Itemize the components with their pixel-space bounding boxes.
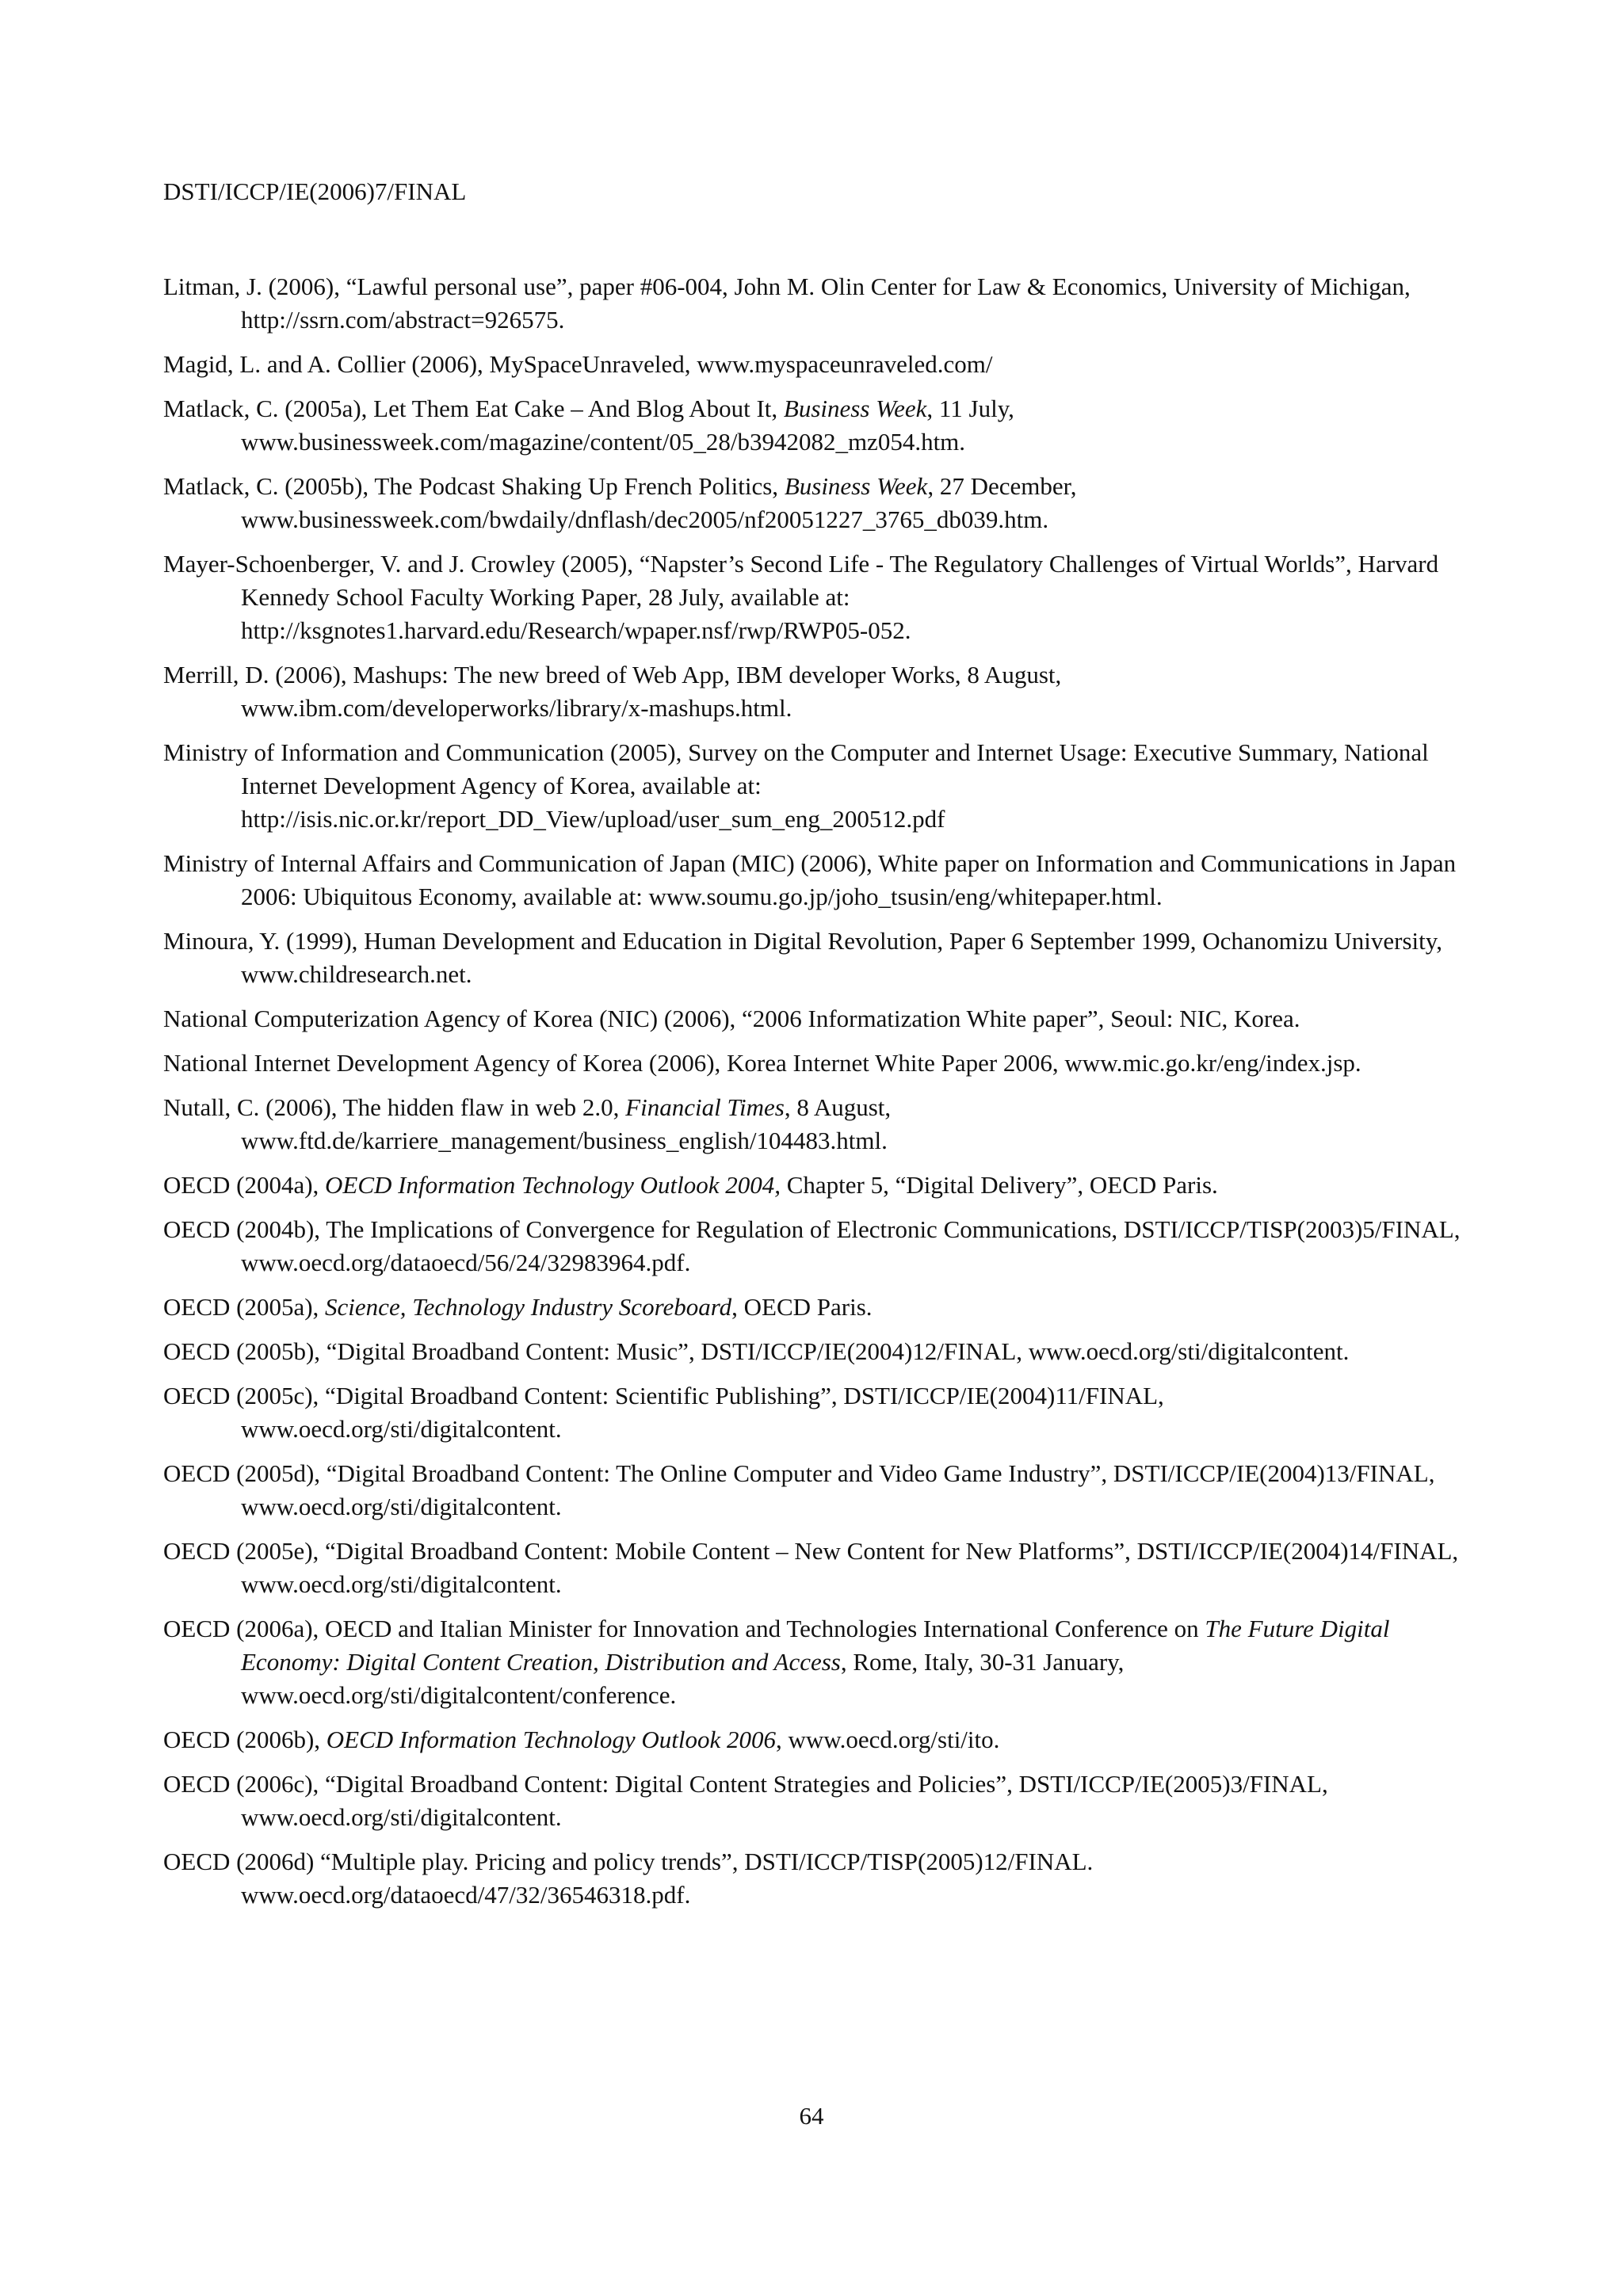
reference-title-italic: Financial Times bbox=[625, 1093, 785, 1121]
reference-entry bbox=[163, 1845, 1471, 1912]
reference-entry bbox=[163, 1213, 1471, 1280]
reference-entry bbox=[163, 736, 1471, 836]
reference-text: Matlack, C. (2005a), Let Them Eat Cake – And Blog About It, bbox=[163, 395, 784, 422]
reference-entry bbox=[163, 1457, 1471, 1524]
reference-entry bbox=[163, 847, 1471, 913]
reference-entry bbox=[163, 1047, 1471, 1080]
reference-entry bbox=[163, 1768, 1471, 1834]
reference-text: Merrill, D. (2006), Mashups: The new breed of Web App, IBM developer Works, 8 August, www.ibm.com/developerworks/library/x-mashups.html. bbox=[163, 661, 1062, 722]
reference-entry bbox=[163, 1002, 1471, 1035]
reference-title-italic: Business Week bbox=[783, 395, 927, 422]
reference-entry bbox=[163, 658, 1471, 725]
reference-text: National Internet Development Agency of Korea (2006), Korea Internet White Paper 2006, www.mic.go.kr/eng/index.jsp. bbox=[163, 1049, 1361, 1077]
reference-text: Mayer-Schoenberger, V. and J. Crowley (2005), “Napster’s Second Life - The Regulatory Challenges of Virtual Worlds”, Harvard Kennedy School Faculty Working Paper, 28 July, available at: http://ksgnotes1.harvard.edu/Research/wpaper.nsf/rwp/RWP05-052. bbox=[163, 550, 1439, 644]
reference-entry bbox=[163, 1335, 1471, 1368]
reference-entry bbox=[163, 547, 1471, 647]
page-number: 64 bbox=[799, 2102, 824, 2130]
reference-text: Litman, J. (2006), “Lawful personal use”, paper #06-004, John M. Olin Center for Law & Economics, University of Michigan, http://ssrn.com/abstract=926575. bbox=[163, 273, 1411, 334]
reference-text: Magid, L. and A. Collier (2006), MySpaceUnraveled, www.myspaceunraveled.com/ bbox=[163, 350, 993, 378]
reference-text: National Computerization Agency of Korea (NIC) (2006), “2006 Informatization White paper”, Seoul: NIC, Korea. bbox=[163, 1005, 1300, 1032]
reference-text: OECD (2005e), “Digital Broadband Content: Mobile Content – New Content for New Platforms”, DSTI/ICCP/IE(2004)14/FINAL, www.oecd.org/sti/digitalcontent. bbox=[163, 1537, 1459, 1598]
reference-text: OECD (2005b), “Digital Broadband Content: Music”, DSTI/ICCP/IE(2004)12/FINAL, www.oecd.org/sti/digitalcontent. bbox=[163, 1337, 1350, 1365]
reference-entry bbox=[163, 1535, 1471, 1601]
reference-text: , Rome, Italy, 30-31 January, www.oecd.org/sti/digitalcontent/conference. bbox=[241, 1648, 1125, 1709]
reference-text: OECD (2005a), bbox=[163, 1293, 326, 1321]
reference-list bbox=[163, 270, 1471, 1923]
reference-text: , www.oecd.org/sti/ito. bbox=[775, 1726, 1000, 1753]
reference-text: OECD (2006a), OECD and Italian Minister for Innovation and Technologies International Conference on bbox=[163, 1615, 1205, 1642]
reference-entry bbox=[163, 348, 1471, 381]
reference-text: Chapter 5, “Digital Delivery”, OECD Paris. bbox=[780, 1171, 1218, 1199]
reference-text: , 11 July, www.businessweek.com/magazine/content/05_28/b3942082_mz054.htm. bbox=[241, 395, 1014, 456]
reference-entry bbox=[163, 1091, 1471, 1158]
reference-text: OECD (2006b), bbox=[163, 1726, 327, 1753]
reference-entry bbox=[163, 1723, 1471, 1756]
reference-title-italic: The Future Digital Economy: Digital Content Creation, Distribution and Access bbox=[241, 1615, 1390, 1676]
reference-text: , OECD Paris. bbox=[731, 1293, 873, 1321]
reference-text: Minoura, Y. (1999), Human Development and Education in Digital Revolution, Paper 6 September 1999, Ochanomizu University, www.childresearch.net. bbox=[163, 927, 1442, 988]
reference-title-italic: OECD Information Technology Outlook 2006 bbox=[326, 1726, 776, 1753]
reference-entry bbox=[163, 270, 1471, 337]
reference-text: OECD (2004a), bbox=[163, 1171, 326, 1199]
reference-entry bbox=[163, 1169, 1471, 1202]
reference-title-italic: OECD Information Technology Outlook 2004, bbox=[325, 1171, 781, 1199]
reference-text: Ministry of Internal Affairs and Communication of Japan (MIC) (2006), White paper on Information and Communications in Japan 2006: Ubiquitous Economy, available at: www.soumu.go.jp/joho_tsusin/eng/whitepaper.html. bbox=[163, 849, 1457, 910]
reference-entry bbox=[163, 1291, 1471, 1324]
reference-title-italic: Business Week bbox=[784, 472, 928, 500]
reference-text: Ministry of Information and Communication (2005), Survey on the Computer and Internet Usage: Executive Summary, National Internet Development Agency of Korea, available at: http://isis.nic.or.kr/report_DD_View/upload/user_sum_eng_200512.pdf bbox=[163, 738, 1429, 833]
reference-entry bbox=[163, 1379, 1471, 1446]
reference-entry bbox=[163, 470, 1471, 536]
reference-text: , 27 December, www.businessweek.com/bwdaily/dnflash/dec2005/nf20051227_3765_db039.htm. bbox=[241, 472, 1077, 533]
reference-text: Nutall, C. (2006), The hidden flaw in web 2.0, bbox=[163, 1093, 626, 1121]
reference-entry bbox=[163, 1612, 1471, 1712]
reference-entry bbox=[163, 392, 1471, 459]
reference-text: Matlack, C. (2005b), The Podcast Shaking Up French Politics, bbox=[163, 472, 785, 500]
reference-title-italic: Science, Technology Industry Scoreboard bbox=[325, 1293, 732, 1321]
reference-text: OECD (2004b), The Implications of Convergence for Regulation of Electronic Communications, DSTI/ICCP/TISP(2003)5/FINAL, www.oecd.org/dataoecd/56/24/32983964.pdf. bbox=[163, 1215, 1461, 1276]
reference-entry bbox=[163, 925, 1471, 991]
reference-text: OECD (2006c), “Digital Broadband Content: Digital Content Strategies and Policies”, DSTI/ICCP/IE(2005)3/FINAL, www.oecd.org/sti/digitalcontent. bbox=[163, 1770, 1328, 1831]
reference-text: OECD (2005c), “Digital Broadband Content: Scientific Publishing”, DSTI/ICCP/IE(2004)11/FINAL, www.oecd.org/sti/digitalcontent. bbox=[163, 1382, 1164, 1443]
reference-text: OECD (2006d) “Multiple play. Pricing and policy trends”, DSTI/ICCP/TISP(2005)12/FINAL. www.oecd.org/dataoecd/47/32/36546318.pdf. bbox=[163, 1848, 1094, 1909]
reference-text: OECD (2005d), “Digital Broadband Content: The Online Computer and Video Game Industry”, DSTI/ICCP/IE(2004)13/FINAL, www.oecd.org/sti/digitalcontent. bbox=[163, 1459, 1435, 1520]
reference-text: , 8 August, www.ftd.de/karriere_management/business_english/104483.html. bbox=[241, 1093, 892, 1154]
document-code-header: DSTI/ICCP/IE(2006)7/FINAL bbox=[163, 177, 467, 205]
